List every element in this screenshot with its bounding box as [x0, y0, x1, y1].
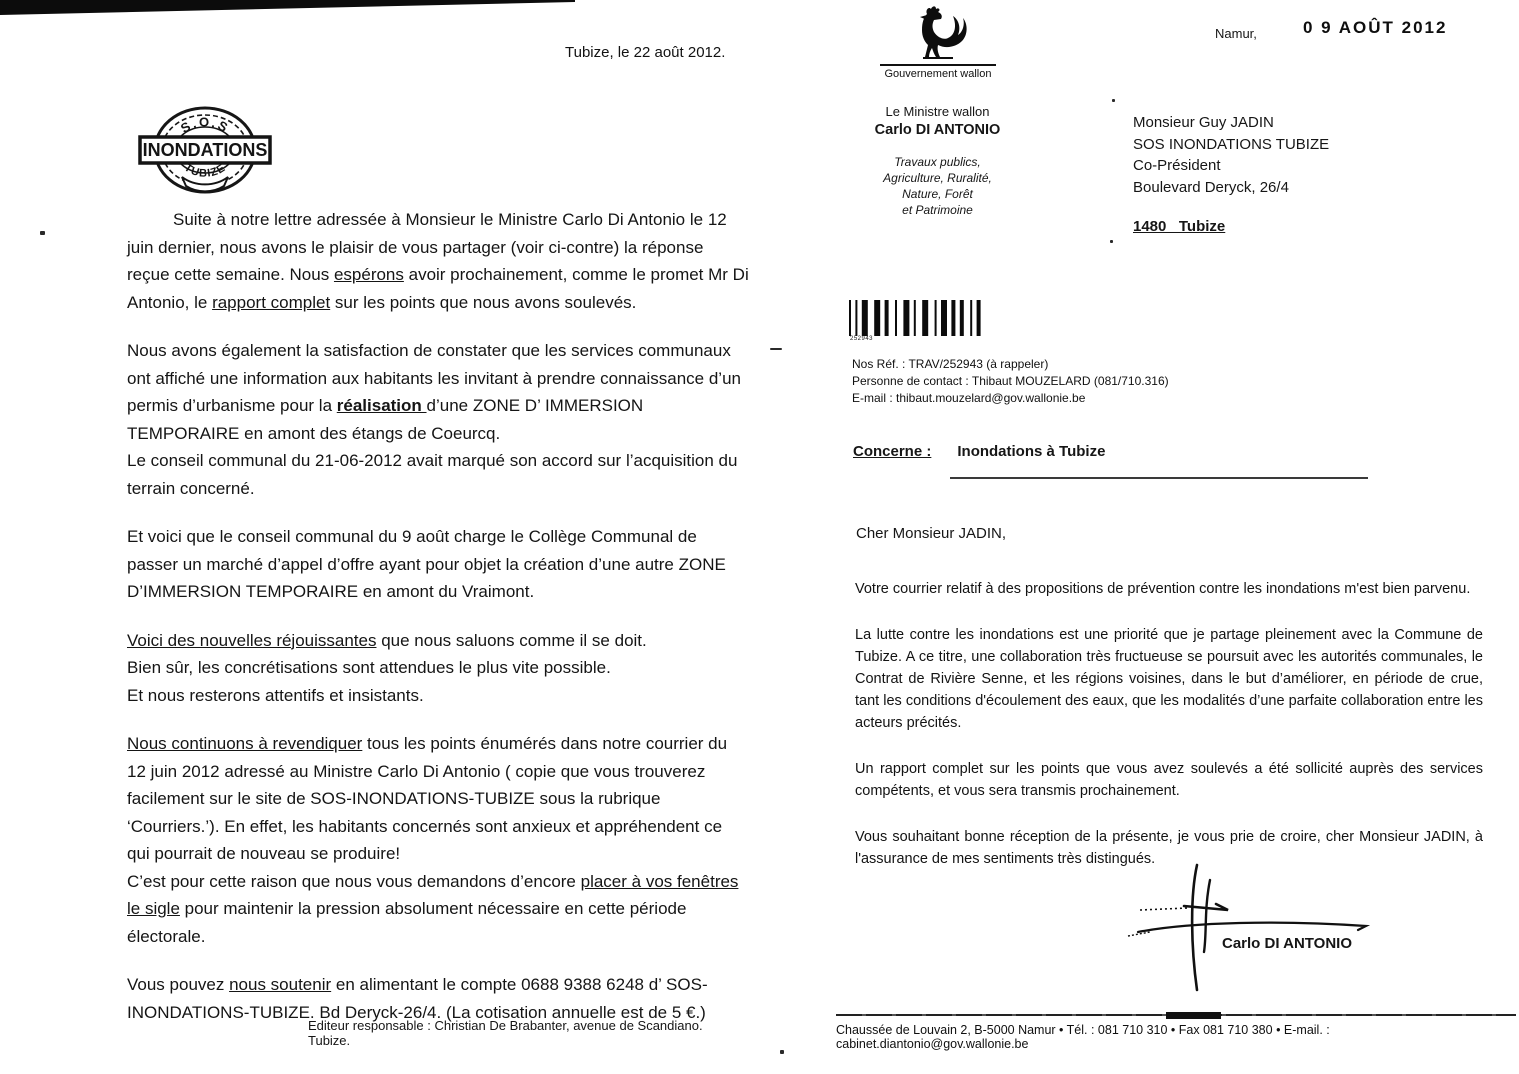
stamp-bottom-text: TUBIZE [182, 161, 228, 180]
recipient-postal-city: 1480 Tubize [1133, 218, 1226, 235]
paragraph: Votre courrier relatif à des propositions de prévention contre les inondations m'est bien parvenu. [855, 581, 1471, 597]
right-letter-body [855, 578, 1483, 894]
left-letter-date: Tubize, le 22 août 2012. [565, 44, 726, 61]
paragraph: Nous continuons à revendiquer tous les points énumérés dans notre courrier du 12 juin 2012 adressé au Ministre Carlo Di Antonio ( copie que vous trouverez facilement sur le site de SOS-INONDATIONS-TUBIZE sous la rubrique ‘Courriers.’). En effet, les habitants concernés sont anxieux et appréhendent ce qui pourrait de nouveau se produire! C’est pour cette raison que nous vous demandons d’encore placer à vos fenêtres le sigle pour maintenir la pression absolument nécessaire en cette période électorale. [127, 734, 739, 946]
recipient-name: Monsieur Guy JADIN [1133, 114, 1274, 131]
paragraph: Suite à notre lettre adressée à Monsieur le Ministre Carlo Di Antonio le 12 juin dernier, nous avons le plaisir de vous partager (voir ci-contre) la réponse reçue cette semaine. Nous espérons avoir prochainement, comme le promet Mr Di Antonio, le rapport complet sur les points que nous avons soulevés. [127, 210, 749, 312]
sender-portfolio [845, 154, 1030, 218]
sos-inondations-stamp-icon [138, 104, 272, 196]
paragraph: Et voici que le conseil communal du 9 août charge le Collège Communal de passer un marché d’appel d’offre ayant pour objet la création d’une autre ZONE D’IMMERSION TEMPORAIRE en amont du Vraimont. [127, 527, 726, 601]
left-letter-editor-line: Editeur responsable : Christian De Brabanter, avenue de Scandiano. Tubize. [308, 1018, 703, 1048]
scan-artifact-wedge [0, 0, 575, 15]
sender-block [845, 104, 1030, 218]
logo-caption: Gouvernement wallon [884, 68, 992, 80]
recipient-block [1133, 112, 1329, 198]
sender-title: Le Ministre wallon [885, 104, 990, 119]
paragraph: Nous avons également la satisfaction de constater que les services communaux ont affiché une information aux habitants les invitant à prendre connaissance d’un permis d’urbanisme pour la réalisation d’une ZONE D’ IMMERSION TEMPORAIRE en amont des étangs de Coeurcq. Le conseil communal du 21-06-2012 avait marqué son accord sur l’acquisition du terrain concerné. [127, 341, 741, 498]
subject-value: Inondations à Tubize [957, 443, 1106, 460]
right-letter-footer: Chaussée de Louvain 2, B-5000 Namur • Tél. : 081 710 310 • Fax 081 710 380 • E-mail. : cabinet.diantonio@gov.wallonie.be [836, 1023, 1330, 1051]
logo-baseline [880, 64, 996, 66]
barcode [849, 300, 989, 338]
signer-name: Carlo DI ANTONIO [1222, 935, 1353, 952]
scan-dot [1110, 240, 1113, 243]
signature-scribble [1120, 852, 1400, 1007]
barcode-number: 252943 [850, 336, 874, 342]
reference-block [852, 356, 1169, 407]
portfolio-line: Travaux publics, [894, 155, 981, 169]
left-letter-body [127, 206, 749, 1047]
paragraph: Vous souhaitant bonne réception de la présente, je vous prie de croire, cher Monsieur JADIN, à l'assurance de mes sentiments très distingués. [855, 829, 1483, 867]
stamp-middle-text: INONDATIONS [142, 140, 268, 160]
walloon-government-logo [878, 4, 998, 80]
portfolio-line: Nature, Forêt [902, 187, 973, 201]
recipient-org: SOS INONDATIONS TUBIZE [1133, 135, 1330, 153]
svg-text:S.O.S [178, 114, 232, 136]
recipient-role: Co-Président [1133, 157, 1221, 174]
paragraph: Vous pouvez nous soutenir en alimentant le compte 0688 9388 6248 d’ SOS-INONDATIONS-TUBIZE. Bd Deryck-26/4. (La cotisation annuelle est de 5 €.) [127, 975, 708, 1022]
scan-dash [770, 348, 782, 350]
portfolio-line: Agriculture, Ruralité, [883, 171, 992, 185]
email-line: E-mail : thibaut.mouzelard@gov.wallonie.be [852, 391, 1086, 405]
date-received-stamp: 0 9 AOÛT 2012 [1303, 18, 1448, 37]
subject-line [853, 443, 1105, 460]
recipient-street: Boulevard Deryck, 26/4 [1133, 178, 1289, 196]
scan-dot [1112, 99, 1115, 102]
paragraph: Un rapport complet sur les points que vous avez soulevés a été sollicité auprès des services compétents, et vous sera transmis prochainement. [855, 761, 1483, 799]
portfolio-line: et Patrimoine [902, 203, 973, 217]
place-line: Namur, [1215, 26, 1257, 41]
ref-line: Nos Réf. : TRAV/252943 (à rappeler) [852, 357, 1049, 371]
sender-name: Carlo DI ANTONIO [874, 122, 1001, 138]
scan-speck [40, 231, 45, 235]
horizontal-rule [950, 477, 1368, 479]
stamp-top-text: S.O.S [178, 114, 232, 136]
contact-line: Personne de contact : Thibaut MOUZELARD (081/710.316) [852, 374, 1169, 388]
scan-dot [780, 1050, 784, 1054]
salutation: Cher Monsieur JADIN, [856, 525, 1007, 542]
rooster-icon [907, 4, 969, 64]
subject-label: Concerne : [853, 443, 932, 460]
paragraph: La lutte contre les inondations est une priorité que je partage pleinement avec la Commune de Tubize. A ce titre, une collaboration très fructueuse se poursuit avec les autorités communales, le Contrat de Rivière Senne, et les régions voisines, dans le but d’améliorer, en période de crue, tant les conditions d'écoulement des eaux, que les modalités d’une parfaite collaboration entre les acteurs précités. [855, 627, 1483, 731]
footer-divider [836, 1012, 1516, 1019]
paragraph: Voici des nouvelles réjouissantes que nous saluons comme il se doit. Bien sûr, les concrétisations sont attendues le plus vite possible. Et nous resterons attentifs et insistants. [127, 630, 647, 705]
